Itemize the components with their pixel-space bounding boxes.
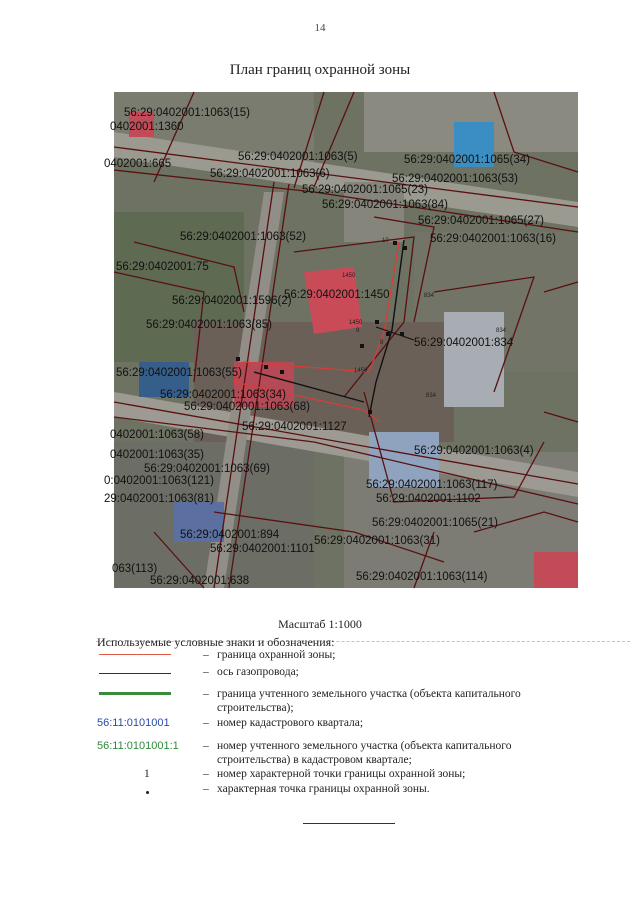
cadastral-label: 56:29:0402001:1063(31) [314, 535, 440, 547]
cadastral-label: 56:29:0402001:638 [150, 575, 250, 587]
legend-text: номер учтенного земельного участка (объекта капитального строительства) в кадастровом квартале; [217, 740, 512, 766]
legend-dash: – [203, 717, 209, 729]
legend-dash: – [203, 783, 209, 795]
cadastral-label: 56:29:0402001:1063(114) [356, 571, 488, 583]
parcel-label-small: 1450 [354, 368, 368, 374]
legend-dash: – [203, 768, 209, 780]
satellite-map [104, 92, 578, 588]
cadastral-label: 56:29:0402001:1063(52) [180, 231, 306, 243]
cadastral-label: 56:29:0402001:1063(5) [238, 151, 358, 163]
cadastral-label: 56:29:0402001:1102 [376, 493, 481, 505]
cadastral-label: 56:29:0402001:1063(84) [322, 199, 448, 211]
cadastral-label: 29:0402001:1063(81) [104, 493, 214, 505]
cadastral-label: 56:29:0402001:1063(55) [116, 367, 242, 379]
legend-text: граница охранной зоны; [217, 649, 336, 661]
cadastral-label: 56:29:0402001:1063(69) [144, 463, 270, 475]
cadastral-label: 0402001:665 [104, 158, 172, 170]
cadastral-label: 0402001:1063(58) [110, 429, 204, 441]
legend-text: ось газопровода; [217, 666, 299, 678]
cadastral-label: 56:29:0402001:1063(68) [184, 401, 310, 413]
parcel-label-small: 1450 [342, 273, 356, 279]
parcel-label-small: 834 [426, 393, 437, 399]
cadastral-label: 0402001:1063(35) [110, 449, 204, 461]
cadastral-label: 56:29:0402001:1063(15) [124, 107, 250, 119]
cadastral-label: 56:29:0402001:1063(16) [430, 233, 556, 245]
cadastral-label: 56:29:0402001:894 [180, 529, 280, 541]
dot-symbol [146, 791, 149, 794]
cadastral-label: 56:29:0402001:1065(34) [404, 154, 530, 166]
cadastral-label: 56:29:0402001:1063(34) [160, 389, 286, 401]
cadastral-label: 56:29:0402001:1063(117) [366, 479, 498, 491]
cadastral-label: 56:29:0402001:1065(21) [372, 517, 498, 529]
parcel-label-small: 1450 [349, 320, 363, 326]
legend-dash: – [203, 666, 209, 678]
legend-text: граница учтенного земельного участка (объекта капитального строительства); [217, 688, 521, 714]
cadastral-label: 0:0402001:1063(121) [104, 475, 214, 487]
cadastral-label: 56:29:0402001:1127 [242, 421, 347, 433]
cadastral-label: 56:29:0402001:1063(6) [210, 168, 330, 180]
legend-text: номер характерной точки границы охранной зоны; [217, 768, 466, 780]
green-code-symbol: 56:11:0101001:1 [97, 740, 179, 752]
cadastral-label: 56:29:0402001:1063(4) [414, 445, 534, 457]
page-number: 14 [314, 22, 326, 34]
legend-text: номер кадастрового квартала; [217, 717, 364, 729]
parcel-label-small: 834 [424, 293, 435, 299]
cadastral-label: 56:29:0402001:1596(2) [172, 295, 292, 307]
parcel-label-small: 834 [496, 328, 507, 334]
blue-code-symbol: 56:11:0101001 [97, 717, 170, 729]
legend-dash: – [203, 688, 209, 700]
cadastral-label: 56:29:0402001:1063(85) [146, 319, 272, 331]
cadastral-label: 56:29:0402001:1101 [210, 543, 315, 555]
legend-dash: – [203, 649, 209, 661]
cadastral-label: 56:29:0402001:1065(23) [302, 184, 428, 196]
point-label: 10 [382, 238, 389, 244]
cadastral-label: 56:29:0402001:1450 [284, 289, 390, 301]
point-label: 9 [356, 328, 360, 334]
legend-text: характерная точка границы охранной зоны. [217, 783, 430, 795]
cadastral-label: 56:29:0402001:75 [116, 261, 209, 273]
plan-title: План границ охранной зоны [229, 62, 411, 78]
cadastral-label: 56:29:0402001:1063(53) [392, 173, 518, 185]
point-number-symbol: 1 [144, 768, 150, 780]
cadastral-label: 0402001:1360 [110, 121, 184, 133]
legend-dash: – [203, 740, 209, 752]
cadastral-label: 56:29:0402001:1065(27) [418, 215, 544, 227]
map-svg [104, 92, 578, 588]
legend-heading: Используемые условные знаки и обозначения: [97, 635, 335, 649]
cadastral-label: 56:29:0402001:834 [414, 337, 514, 349]
footer-rule [303, 823, 395, 824]
cadastral-label: 063(113) [112, 563, 158, 575]
map-scale: Масштаб 1:1000 [278, 617, 362, 631]
point-label: 8 [380, 340, 384, 346]
